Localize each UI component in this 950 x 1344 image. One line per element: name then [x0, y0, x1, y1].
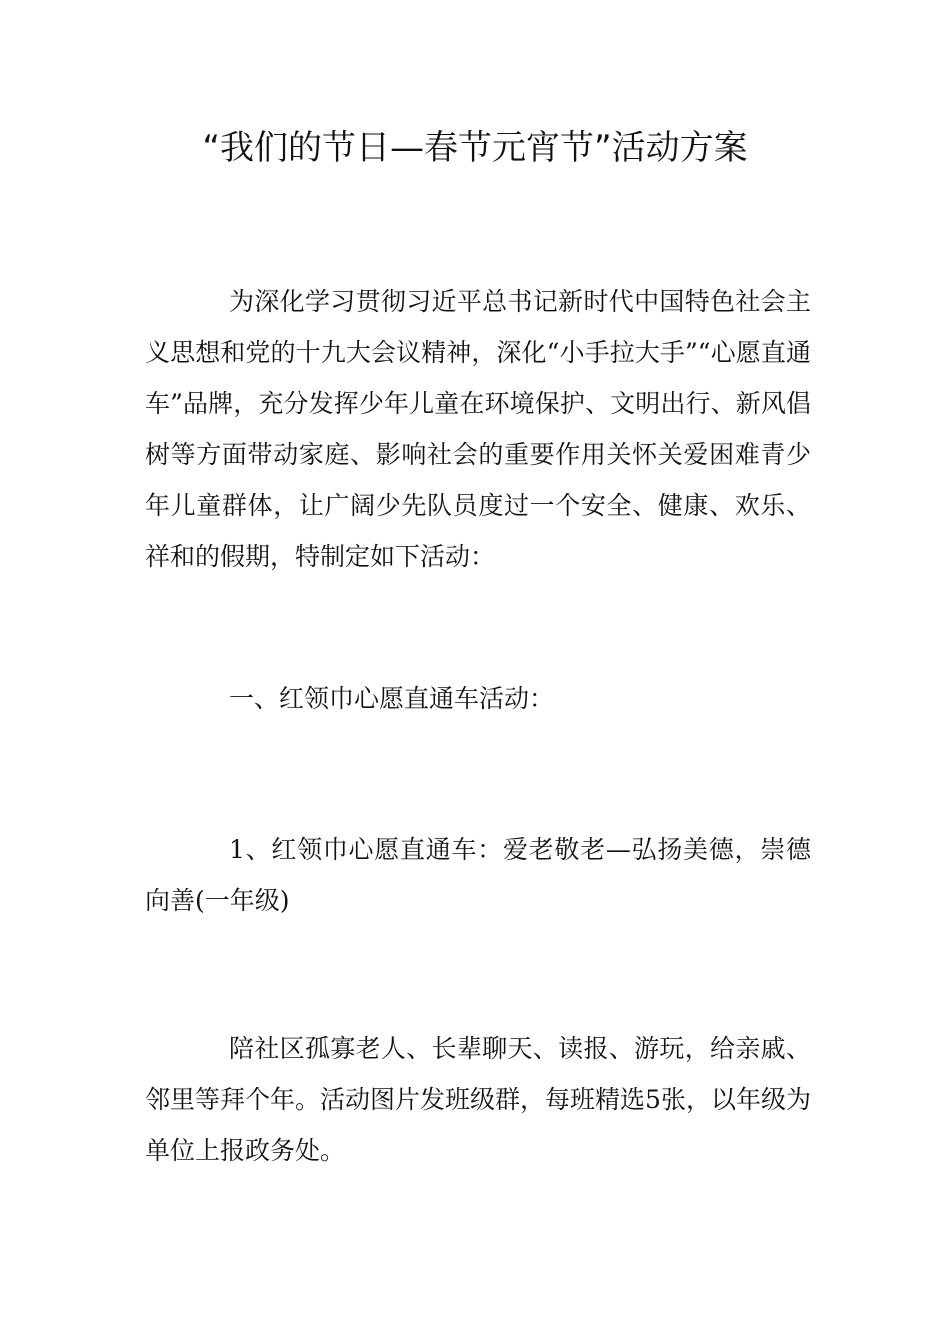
intro-paragraph: 为深化学习贯彻习近平总书记新时代中国特色社会主义思想和党的十九大会议精神，深化“小手拉大手”“心愿直通车”品牌，充分发挥少年儿童在环境保护、文明出行、新风倡树等方面带动家庭、影响社会的重要作用关怀关爱困难青少年儿童群体，让广阔少先队员度过一个安全、健康、欢乐、祥和的假期，特制定如下活动：	[145, 287, 811, 571]
section-heading: 一、红领巾心愿直通车活动：	[229, 684, 555, 713]
item-1-body: 陪社区孤寡老人、长辈聊天、读报、游玩，给亲戚、邻里等拜个年。活动图片发班级群，每班精选5张，以年级为单位上报政务处。	[145, 1034, 811, 1165]
item-1-title: 1、红领巾心愿直通车：爱老敬老—弘扬美德，崇德向善(一年级)	[145, 835, 811, 915]
document-title: “我们的节日—春节元宵节”活动方案	[202, 128, 748, 168]
